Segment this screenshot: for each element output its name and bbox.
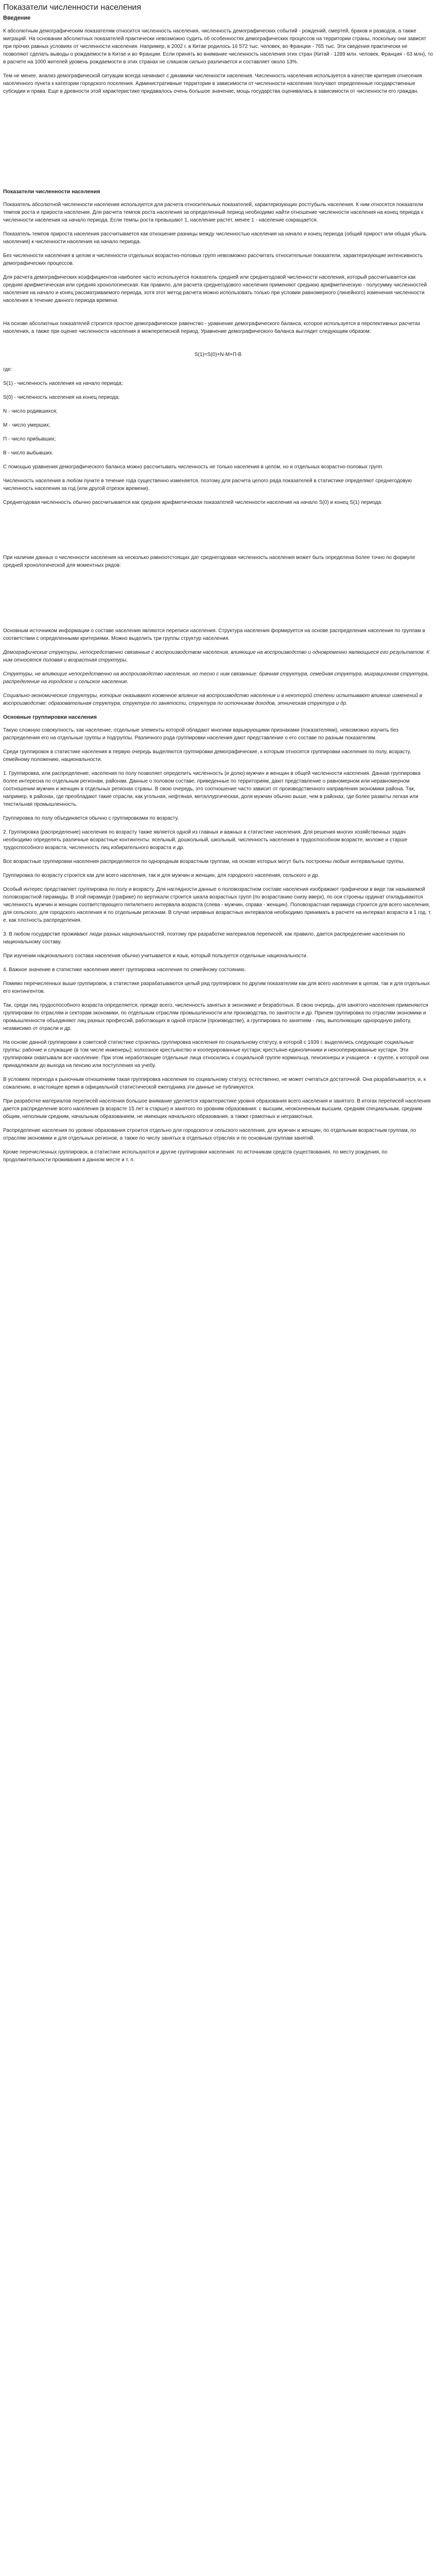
body-paragraph: Помимо перечисленных выше группировок, в статистике разрабатываются целый ряд группировок по другим показателям как для всего населения в целом, так и для отдельных его контингентов. — [3, 981, 430, 994]
body-paragraph: 3. В любом государстве проживают люди разных национальностей, поэтому при разработке материалов переписей, как правило, дается распределение населения по национальному составу. — [3, 931, 405, 945]
spacer — [3, 101, 433, 127]
balance-intro-paragraph: На основе абсолютных показателей строится простое демографическое равенство - уравнение демографического баланса, которое используется в перспективных расчетах населения, а также при оценке численности населения в межпереписной период. Уравнение демографического баланса выглядит следующим образом: — [3, 321, 421, 334]
definition-item: N - число родившихся; — [3, 409, 58, 414]
body-paragraph: При изучении национального состава населения обычно учитывается и язык, который пользуется отдельные национальности. — [3, 953, 308, 959]
body-paragraph: Основным источником информации о составе населения являются переписи населения. Структура населения формируется на основе распределения населения по группам в соответствии с определенными критериями. Можно выделить три группы структур населения. — [3, 628, 425, 641]
body-paragraph: Все возрастные группировки населения распределяются по однородным возрастным группам, на основе которых могут быть построены любые интервальные группы. — [3, 859, 405, 865]
definition-item: S(1) - численность населения на начало периода; — [3, 381, 123, 386]
spacer — [3, 153, 433, 179]
spacer — [3, 179, 433, 188]
intro-heading: Введение — [3, 15, 31, 21]
spacer — [3, 575, 433, 601]
body-paragraph: На основе данной группировки в советской статистике строилась группировка населения по социальному статусу, в которой с 1939 г. выделялись следующие социальные группы: рабочие и служащие (в том числе инженеры); колхозное крестьянство и кооперированные кустари; крестьяне-единоличники и некооперированные кустари. Эти группировки охватывали все население. При этом неработающие отдельные лица относились к социальной группе кормильца, пенсионеры и учащиеся - к группе, к которой они принадлежали до выхода на пенсию или поступления на учебу. — [3, 1040, 429, 1069]
spacer — [3, 513, 433, 538]
definition-item: В - число выбывших. — [3, 450, 54, 456]
body-paragraph: Социально-экономические структуры, которые оказывают косвенное влияние на воспроизводство населения и в некоторой степени испытывают влияние изменений в воспроизводстве: образовательная структура, структура по занятости, структура по источникам доходов, этническая структура и др. — [3, 693, 423, 706]
body-paragraph: 4. Важное значение в статистике населения имеет группировка населения по семейному состоянию. — [3, 967, 246, 973]
spacer — [3, 538, 433, 554]
spacer — [3, 601, 433, 627]
body-paragraph: Демографические структуры, непосредственно связанные с воспроизводством населения, влияющие на воспроизводство и одновременно являющиеся его результатом. К ним относятся половая и возрастная структуры. — [3, 650, 430, 663]
body-paragraph: Особый интерес представляет группировка по полу и возрасту. Для наглядности данные о половозрастном составе населения изображают графически в виде так называемой половозрастной пирамиды. В этой пирамиде (графике) по вертикали строится шкала возрастных групп (по возрастанию снизу вверх), по оси строены ординат откладываются численность мужчин и женщин соответствующего пятилетнего интервала возраста (слева - мужчин, справа - женщин). Половозрастная пирамида строится для всего населения, для сельского, для городского населения и по отдельным регионам. В случае неравных возрастных интервалов необходимо принимать в расчете на интервал возраста в 1 год. т. е. как плотность распределения. — [3, 887, 432, 923]
body-paragraph: Среди группировок в статистике населения в первую очередь выделяются группировки демографические, к которым относятся группировки населения по полу, возрасту, семейному положению, национальности. — [3, 749, 411, 762]
intro-paragraph: К абсолютным демографическим показателям относится численность населения, численность демографических событий - рождений, смертей, браков и разводов, а также миграций. На основании абсолютных показателей практически невозможно судить об особенностях демографических процессов на территории страны, поскольку они зависят при прочих равных условиях от численности населения. Например, в 2002 г. в Китае родилось 16 572 тыс. человек, во Франции - 765 тыс. Эти сведения практически не позволяют сделать выводы о рождаемости в Китае и во Франции. Если принять во внимание численность населения этих стран (Китай - 1289 млн. человек, Франция - 63 млн), то в расчете на 1000 жителей уровень рождаемости в этих странах не слишком сильно различается и составляет около 13%. — [3, 28, 433, 65]
body-paragraph: Группировка по полу объединяется обычно с группировками по возрасту. — [3, 816, 179, 821]
body-paragraph: При наличии данных о численности населения на несколько равноотстоящих дат среднегодовая численность населения может быть определена более точно по формуле средней хронологической для моментных рядов: — [3, 555, 415, 568]
body-paragraph: Численность населения в любом пункте в течение года существенно изменяется, поэтому для расчета целого ряда показателей в статистике определяют среднегодовую численность населения за год (или другой отрезок времени). — [3, 478, 412, 492]
where-label: где: — [3, 367, 12, 372]
body-paragraph: Группировка по возрасту строится как для всего населения, так и для мужчин и женщин, для городского населения, сельского и др. — [3, 873, 320, 878]
definition-item: П - число прибывших; — [3, 436, 56, 442]
intro-paragraph: Тем не менее, анализ демографической ситуации всегда начинают с динамики численности населения. Численность населения используется в качестве критерия отнесения населенного пункта к категории городского поселения. Административные территории в зависимости от численности населения получают определенные государственные субсидии и права. Еще в древности этой характеристике придавалось очень большое значение, мощь государства оценивалась в зависимости от численности его граждан. — [3, 73, 422, 94]
spacer — [3, 311, 433, 320]
body-paragraph: Показатель темпов прироста населения рассчитывается как отношение разницы между численностью населения на начало и конец периода (общий прирост или общая убыль населения) к численности населения на начало периода. — [3, 231, 427, 245]
section-heading: Основные группировки населения — [3, 714, 97, 720]
spacer — [3, 127, 433, 153]
body-paragraph: Такую сложную совокупность, как население, отдельные элементы которой обладают многими варьирующими признаками (показателями), невозможно изучить без распределения его на отдельные группы и подгруппы. Различного рода группировки населения дают представление о его составе по разным показателям. — [3, 727, 398, 741]
body-paragraph: Среднегодовая численность обычно рассчитывается как средняя арифметическая показателей численности населения на начало S(0) и конец S(1) периода: — [3, 500, 382, 505]
definition-item: M - число умерших; — [3, 422, 50, 428]
page-title: Показатели численности населения — [3, 3, 142, 12]
balance-formula: S(1)=S(0)+N-M+П-В — [194, 352, 242, 358]
section-heading: Показатели численности населения — [3, 189, 100, 195]
body-paragraph: 1. Группировка, или распределение, населения по полу позволяет определить численность (и долю) мужчин и женщин в общей численности населения. Данная группировка более интересна по отдельным регионам, районам. Данные о половом составе, приведенные по территориям, дают представление о равномерном или неравномерном соотношении мужчин и женщин в отдельных регионах страны. В свою очередь, это соотношение часто зависит от производственного направления экономики района. Так, например, в районах, где преобладают такие отрасли, как угольная, нефтяная, металлургическая, доля мужчин обычно выше, чем в районах, где более развиты легкая или текстильная промышленность. — [3, 771, 421, 807]
body-paragraph: Показатель абсолютной численности населения используется для расчета относительных показателей, характеризующих ростгубыль населения. К ним относятся показатели темпов роста и прироста населения. Для расчета темпов роста населения за определенный период необходимо найти отношение численности населения на конец периода к численности населения на начало периода. Если темпы роста превышают 1, население растет, менее 1 - население сокращается. — [3, 202, 424, 223]
body-paragraph: 2. Группировка (распределение) населения по возрасту также является одной из главных и важных в статистике населения. Для решения многих хозяйственных задач необходимо определять различные возрастные контингенты: ясельный, дошкольный, школьный, численность населения в трудоспособном возрасте, моложе и старше трудоспособного возраста; численность лиц избирательного возраста и др. — [3, 829, 408, 851]
body-paragraph: Кроме перечисленных группировок, в статистике используются и другие группировки населения: по источникам средств существования, по месту рождения, по продолжительности проживания в данном месте и т. п. — [3, 1149, 388, 1163]
body-paragraph: С помощью уравнения демографического баланса можно рассчитывать численность не только населения в целом, но и отдельных возрастно-половых групп. — [3, 464, 383, 470]
body-paragraph: Так, среди лиц трудоспособного возраста определяется, прежде всего, численность занятых в экономике и безработных. В свою очередь, для занятого населения применяются группировки по отраслям и секторам экономики, по отдельным отраслям промышленности или производства, по занятости и др. Причем группировка по отраслям экономики и промышленности объединяют лиц разных профессий, работающих в одной отрасли (производстве), а группировка по занятиям - лиц, выполняющих однородную работу, независимо от отрасли и др. — [3, 1003, 428, 1031]
body-paragraph: При разработке материалов переписей населения большое внимание уделяется характеристике уровня образования всего населения и занятого. В итогах переписей населения дается распределение всего населения (в возрасте 15 лет и старше) и занятого по уровням образования: с высшим, неоконченным высшим, средним специальным, средним общим, неполным средним, начальным образованием, не имеющих начального образования, а также грамотных и неграмотных. — [3, 1098, 431, 1120]
body-paragraph: Распределение населения по уровню образования строится отдельно для городского и сельского населения, для мужчин и женщин, по отдельным возрастным группам, по отраслям экономики и для отдельных регионов, а также по числу занятых в отдельных отраслях и по основным группам занятий. — [3, 1128, 416, 1141]
body-paragraph: Для расчета демографических коэффициентов наиболее часто используется показатель средней или среднегодовой численности населения, который рассчитывается как средняя арифметическая или средняя хронологическая. Как правило, для расчета среднегодового населения применяют среднюю арифметическую - полусумму численностей населения на начало и конец рассматриваемого периода, хотя этот метод расчета можно использовать только при условии равномерного (линейного) изменения численности населения в течение данного периода времени. — [3, 275, 427, 303]
spacer — [3, 342, 433, 351]
body-paragraph: Структуры, не влияющие непосредственно на воспроизводство населения, но тесно с ним связанные: брачная структура, семейная структура, миграционная структура, распределение на городское и сельское население. — [3, 671, 429, 685]
body-paragraph: В условиях перехода к рыночным отношениям такая группировка населения по социальному статусу, естественно, не может считаться достаточной. Она разрабатывается, и, к сожалению, в настоящее время в официальной статистической ежегодника эти данные не публикуются. — [3, 1077, 426, 1090]
body-paragraph: Без численности населения в целом и численности отдельных возрастно-половых групп невозможно рассчитать относительные показатели, характеризующие интенсивность демографических процессов. — [3, 253, 423, 266]
definition-item: S(0) - численность населения на конец периода; — [3, 395, 120, 400]
